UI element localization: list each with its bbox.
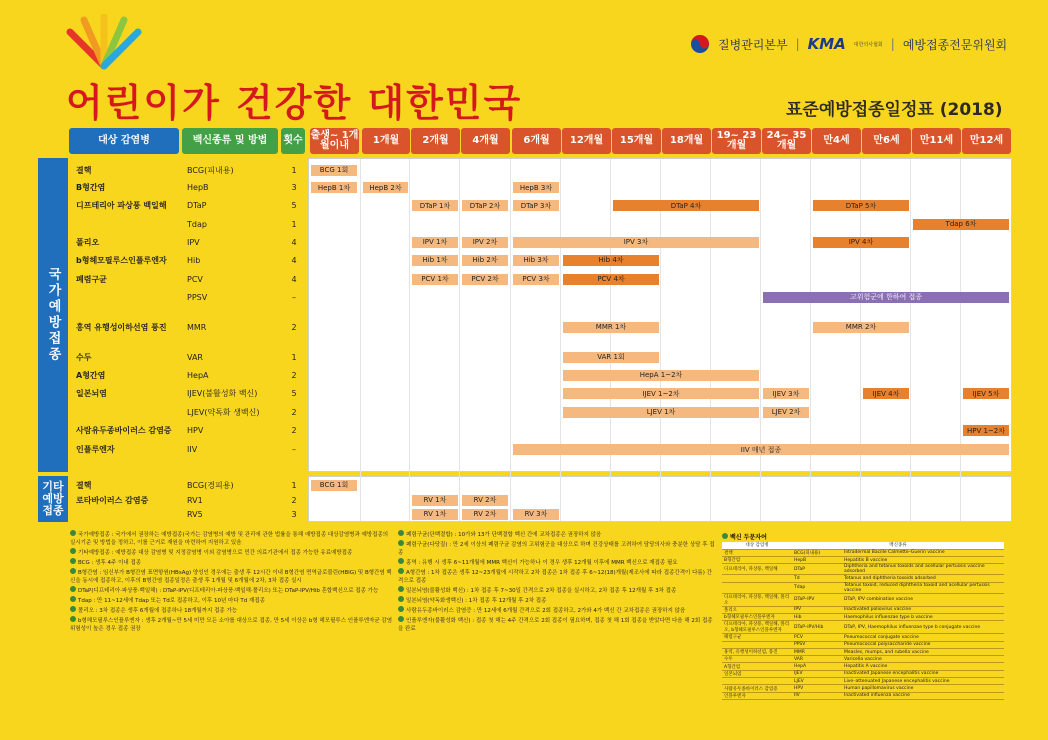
abbr-table [722, 532, 1004, 700]
schedule-bar-rv1_1: RV 1차 [412, 495, 458, 506]
abbr-cell: 디프테리아, 파상풍, 백일해 [722, 564, 792, 575]
note-item [70, 606, 395, 615]
abbr-cell: Live–attenuated Japanese encephalitis vaccine [842, 678, 1004, 685]
note-text: 국가예방접종 : 국가에서 권장하는 예방접종(국가는 감염병의 예방 및 관리에 관한 법률을 통해 예방접종 대상감염병과 예방접종의 실시기준 및 방법을 정하고, 이를 근거로 재원을 마련하여 지원하고 있음 [70, 532, 389, 546]
row-disease-12 [72, 404, 180, 420]
schedule-bar-hepb3: HepB 3차 [513, 182, 559, 193]
row-doses-13: 2 [282, 422, 306, 439]
schedule-bar-ipv3: IPV 3차 [513, 237, 759, 248]
schedule-bar-hepb1: HepB 1차 [311, 182, 357, 193]
taegeuk-icon [690, 34, 710, 54]
schedule-subtitle: 표준예방접종일정표 (2018) [786, 100, 1003, 120]
abbr-row [722, 692, 1004, 699]
orow-disease-2 [72, 508, 180, 520]
abbr-cell: DTaP [792, 564, 842, 575]
abbr-row [722, 564, 1004, 575]
schedule-bar-dtap4: DTaP 4차 [613, 200, 759, 211]
abbr-cell: VAR [792, 656, 842, 663]
abbr-cell: Tetanus toxoid, reduced diphtheria toxoid and acellular pertussis vaccine [842, 582, 1004, 593]
abbr-cell: 디프테리아, 파상풍, 백일해, 폴리오 [722, 593, 792, 606]
bullet-icon [70, 606, 76, 612]
abbr-cell [722, 641, 792, 648]
row-vaccine-12: LJEV(약독화 생백신) [183, 404, 279, 420]
abbr-cell [722, 678, 792, 685]
abbr-cell: b형헤모필루스인플루엔자 [722, 613, 792, 620]
schedule-bar-hepa: HepA 1~2차 [563, 370, 759, 381]
note-text: 인플루엔자(불활성화 백신) : 접종 첫 해는 4주 간격으로 2회 접종이 필요하며, 접종 첫 해 1회 접종을 받았다면 다음 해 2회 접종을 완료 [398, 618, 713, 632]
abbr-cell: 수두 [722, 656, 792, 663]
bullet-icon [70, 530, 76, 536]
grid-line [360, 159, 361, 521]
schedule-bar-var: VAR 1회 [563, 352, 659, 363]
abbr-cell: 사람유두종바이러스 감염증 [722, 685, 792, 692]
row-disease-6: 폐렴구균 [72, 271, 180, 287]
sun-logo [64, 14, 144, 74]
row-doses-1: 3 [282, 180, 306, 195]
row-disease-14: 인플루엔자 [72, 441, 180, 458]
org-kma-sub: 대한의사협회 [853, 41, 883, 48]
abbr-cell [722, 582, 792, 593]
abbr-cell: Tdap [792, 582, 842, 593]
row-vaccine-1: HepB [183, 180, 279, 195]
schedule-bar-pcv2: PCV 2차 [462, 274, 508, 285]
schedule-bar-dtap5: DTaP 5차 [813, 200, 909, 211]
row-disease-0: 결핵 [72, 162, 180, 178]
bullet-icon [398, 540, 404, 546]
note-item [70, 568, 395, 585]
header-doses: 횟수 [281, 128, 305, 154]
schedule-bar-ipv1: IPV 1차 [412, 237, 458, 248]
row-doses-6: 4 [282, 271, 306, 287]
abbr-cell: HepA [792, 663, 842, 670]
row-vaccine-7: PPSV [183, 289, 279, 305]
bullet-icon [398, 586, 404, 592]
abbr-cell: LJEV [792, 678, 842, 685]
abbr-row [722, 606, 1004, 613]
schedule-bar-pcv3: PCV 3차 [513, 274, 559, 285]
abbr-cell: PCV [792, 634, 842, 641]
orow-doses-0: 1 [282, 478, 306, 492]
schedule-bar-rv5_3: RV 3차 [513, 509, 559, 520]
note-item [70, 596, 395, 605]
abbr-head-disease: 대상 감염병 [722, 542, 792, 549]
abbr-cell: Hepatitis B vaccine [842, 557, 1004, 564]
abbr-row [722, 678, 1004, 685]
orow-disease-1: 로타바이러스 감염증 [72, 494, 180, 506]
row-doses-10: 2 [282, 367, 306, 383]
grid-line [409, 159, 410, 521]
orow-doses-2: 3 [282, 508, 306, 520]
row-doses-14: – [282, 441, 306, 458]
grid-line [660, 159, 661, 521]
org-kma: KMA [807, 35, 846, 53]
abbr-cell: 폴리오 [722, 606, 792, 613]
bullet-icon [70, 596, 76, 602]
orow-doses-1: 2 [282, 494, 306, 506]
abbr-cell: Pneumococcal polysaccharide vaccine [842, 641, 1004, 648]
schedule-bar-ijev4: IJEV 4차 [863, 388, 909, 399]
bullet-icon [70, 568, 76, 574]
schedule-bar-iiv: IIV 매년 접종 [513, 444, 1009, 455]
row-vaccine-8: MMR [183, 307, 279, 347]
note-text: 기타예방접종 : 예방접종 대상 감염병 및 지정감염병 이외 감염병으로 민간 의료기관에서 접종 가능한 유료예방접종 [78, 550, 353, 556]
org-kcdc: 질병관리본부 [718, 37, 788, 52]
abbr-cell: 디프테리아, 파상풍, 백일해, 폴리오, b형헤모필루스인플루엔자 [722, 621, 792, 634]
schedule-bar-ijev5: IJEV 5차 [963, 388, 1009, 399]
schedule-bar-dtap1: DTaP 1차 [412, 200, 458, 211]
note-item [398, 540, 716, 557]
page-title: 어린이가 건강한 대한민국 [66, 81, 523, 125]
abbr-row [722, 663, 1004, 670]
grid-line [860, 159, 861, 521]
row-vaccine-14: IIV [183, 441, 279, 458]
note-text: 홍역 : 유행 시 생후 6~11개월에 MMR 백신이 가능하나 이 경우 생후 12개월 이후에 MMR 백신으로 재접종 필요 [406, 560, 678, 566]
header-age-5: 12개월 [562, 128, 611, 154]
header-age-13: 만12세 [962, 128, 1011, 154]
note-item [70, 548, 395, 557]
note-item [398, 596, 716, 605]
abbr-cell: DTaP–IPV/Hib [792, 621, 842, 634]
abbr-cell: Pneumococcal conjugate vaccine [842, 634, 1004, 641]
row-vaccine-2: DTaP [183, 197, 279, 214]
schedule-bar-dtap3: DTaP 3차 [513, 200, 559, 211]
schedule-bar-pcv4: PCV 4차 [563, 274, 659, 285]
row-disease-8: 홍역 유행성이하선염 풍진 [72, 307, 180, 347]
orow-vaccine-0: BCG(경피용) [183, 478, 279, 492]
abbr-row [722, 582, 1004, 593]
header-age-6: 15개월 [612, 128, 661, 154]
abbr-cell: Hib [792, 613, 842, 620]
bullet-icon [398, 596, 404, 602]
abbr-cell: IJEV [792, 670, 842, 677]
row-doses-0: 1 [282, 162, 306, 178]
grid-line [710, 159, 711, 521]
abbr-cell: MMR [792, 648, 842, 655]
section-national: 국가예방접종 [38, 158, 68, 472]
schedule-bar-ljev2: LJEV 2차 [763, 407, 809, 418]
abbr-cell: PPSV [792, 641, 842, 648]
row-disease-11: 일본뇌염 [72, 385, 180, 402]
row-doses-8: 2 [282, 307, 306, 347]
org-committee: 예방접종전문위원회 [902, 37, 1008, 52]
note-item [70, 616, 395, 633]
row-doses-7: – [282, 289, 306, 305]
abbr-row [722, 670, 1004, 677]
abbr-cell [722, 575, 792, 582]
orow-disease-0: 결핵 [72, 478, 180, 492]
note-item [70, 558, 395, 567]
schedule-bar-rv5_1: RV 1차 [412, 509, 458, 520]
abbr-row [722, 648, 1004, 655]
note-text: 일본뇌염(약독화생백신) : 1차 접종 후 12개월 후 2차 접종 [406, 598, 547, 604]
row-vaccine-6: PCV [183, 271, 279, 287]
abbr-cell: Intradermal Bacille Calmette–Guerin vaccine [842, 549, 1004, 556]
row-doses-3: 1 [282, 216, 306, 232]
note-text: 일본뇌염(불활성화 백신) : 1차 접종 후 7~30일 간격으로 2차 접종을 실시하고, 2차 접종 후 12개월 후 3차 접종 [406, 588, 677, 594]
row-disease-1: B형간염 [72, 180, 180, 195]
abbr-row [722, 613, 1004, 620]
abbr-title: 백신 두문자어 [722, 532, 1004, 541]
note-text: 폐렴구균(다당질) : 만 2세 이상의 폐렴구균 감염의 고위험군을 대상으로 하며 건강상태를 고려하여 담당의사와 충분한 상담 후 접종 [398, 542, 715, 556]
abbr-cell: Varicella vaccine [842, 656, 1004, 663]
abbr-cell: Td [792, 575, 842, 582]
note-item [398, 606, 716, 615]
abbr-cell: Human papillomavirus vaccine [842, 685, 1004, 692]
grid-line [960, 159, 961, 521]
bullet-icon [398, 616, 404, 622]
row-disease-2: 디프테리아 파상풍 백일해 [72, 197, 180, 214]
abbr-cell: Inactivated influenza vaccine [842, 692, 1004, 699]
note-item [398, 558, 716, 567]
bullet-icon [70, 558, 76, 564]
row-disease-5: b형헤모필루스인플루엔자 [72, 252, 180, 268]
notes-left [70, 530, 395, 634]
header-age-7: 18개월 [662, 128, 711, 154]
row-doses-9: 1 [282, 349, 306, 365]
note-text: B형간염 : 임신부가 B형간염 표면항원(HBsAg) 양성인 경우에는 출생 후 12시간 이내 B형간염 면역글로불린(HBIG) 및 B형간염 백신을 동시에 접종하고, 이후의 B형간염 접종일정은 출생 후 1개월 및 6개월에 2차, 3차 접종 실시 [70, 570, 392, 584]
abbr-cell: BCG(피내용) [792, 549, 842, 556]
note-item [398, 586, 716, 595]
row-disease-4: 폴리오 [72, 234, 180, 250]
schedule-bar-ppsv: 고위험군에 한하여 접종 [763, 292, 1009, 303]
schedule-bar-bcg: BCG 1회 [311, 165, 357, 176]
grid-line [610, 159, 611, 521]
abbr-cell: 일본뇌염 [722, 670, 792, 677]
abbr-cell: A형간염 [722, 663, 792, 670]
abbr-cell: Inactivated poliovirus vaccine [842, 606, 1004, 613]
bullet-icon [398, 568, 404, 574]
row-vaccine-3: Tdap [183, 216, 279, 232]
abbr-row [722, 634, 1004, 641]
note-text: b형헤모필루스인플루엔자 : 생후 2개월~만 5세 미만 모든 소아를 대상으로 접종, 만 5세 이상은 b형 헤모필루스 인플루엔자균 감염 위험성이 높은 경우 접종 권장 [70, 618, 393, 632]
row-vaccine-4: IPV [183, 234, 279, 250]
grid-line [560, 159, 561, 521]
schedule-bar-ijev3: IJEV 3차 [763, 388, 809, 399]
row-vaccine-0: BCG(피내용) [183, 162, 279, 178]
header-vaccine: 백신종류 및 방법 [182, 128, 278, 154]
abbr-cell: 결핵 [722, 549, 792, 556]
row-vaccine-5: Hib [183, 252, 279, 268]
schedule-bar-ijev12: IJEV 1~2차 [563, 388, 759, 399]
abbr-cell: DTaP–IPV [792, 593, 842, 606]
orow-vaccine-2: RV5 [183, 508, 279, 520]
note-item [70, 530, 395, 547]
org-logos: 질병관리본부 | KMA 대한의사협회 | 예방접종전문위원회 [690, 34, 1007, 54]
abbr-cell: Haemophilus influenzae type b vaccine [842, 613, 1004, 620]
row-disease-13: 사람유두종바이러스 감염증 [72, 422, 180, 439]
bullet-icon [398, 606, 404, 612]
bullet-icon [398, 530, 404, 536]
header-disease: 대상 감염병 [69, 128, 179, 154]
notes-mid [398, 530, 716, 634]
bullet-icon [70, 548, 76, 554]
grid-line [910, 159, 911, 521]
header-age-4: 6개월 [512, 128, 561, 154]
schedule-bar-hib3: Hib 3차 [513, 255, 559, 266]
note-text: 사람유두종바이러스 감염증 : 만 12세에 6개월 간격으로 2회 접종하고, 2가와 4가 백신 간 교차접종은 권장하지 않음 [406, 608, 686, 614]
schedule-bar-mmr2: MMR 2차 [813, 322, 909, 333]
note-item [398, 530, 716, 539]
note-text: DTaP(디프테리아·파상풍·백일해) : DTaP-IPV(디프테리아·파상풍·백일해·폴리오) 또는 DTaP-IPV/Hib 혼합백신으로 접종 가능 [78, 588, 379, 594]
row-disease-3 [72, 216, 180, 232]
schedule-bar-pcv1: PCV 1차 [412, 274, 458, 285]
schedule-bar-bcg2: BCG 1회 [311, 480, 357, 491]
abbr-cell: DTaP, IPV, Haemophilus influenzae type b conjugate vaccine [842, 621, 1004, 634]
abbr-cell: Diphtheria and tetanus toxoids and acellular pertussis vaccine adsorbed [842, 564, 1004, 575]
abbr-cell: 인플루엔자 [722, 692, 792, 699]
abbr-row [722, 593, 1004, 606]
sun-rays-icon [70, 16, 138, 66]
schedule-bar-ipv2: IPV 2차 [462, 237, 508, 248]
row-doses-11: 5 [282, 385, 306, 402]
schedule-bar-hib2: Hib 2차 [462, 255, 508, 266]
abbr-row [722, 557, 1004, 564]
row-doses-12: 2 [282, 404, 306, 420]
abbr-row [722, 641, 1004, 648]
abbr-cell: IIV [792, 692, 842, 699]
header-age-2: 2개월 [411, 128, 460, 154]
abbr-cell: HPV [792, 685, 842, 692]
section-other: 기타 예방 접종 [38, 476, 68, 522]
header-age-11: 만6세 [862, 128, 911, 154]
row-vaccine-9: VAR [183, 349, 279, 365]
note-text: 폴리오 : 3차 접종은 생후 6개월에 접종하나 18개월까지 접종 가능 [78, 608, 238, 614]
row-doses-4: 4 [282, 234, 306, 250]
note-item [398, 568, 716, 585]
row-disease-9: 수두 [72, 349, 180, 365]
abbr-cell: 폐렴구균 [722, 634, 792, 641]
note-text: A형간염 : 1차 접종은 생후 12~23개월에 시작하고 2차 접종은 1차 접종 후 6~12(18)개월(제조사에 따라 접종간격이 다름) 간격으로 접종 [398, 570, 712, 584]
row-vaccine-10: HepA [183, 367, 279, 383]
row-vaccine-11: IJEV(불활성화 백신) [183, 385, 279, 402]
grid-line [810, 159, 811, 521]
schedule-bar-hib4: Hib 4차 [563, 255, 659, 266]
schedule-bar-mmr1: MMR 1차 [563, 322, 659, 333]
abbr-cell: DTaP, IPV combination vaccine [842, 593, 1004, 606]
row-vaccine-13: HPV [183, 422, 279, 439]
row-disease-7 [72, 289, 180, 305]
header-age-3: 4개월 [461, 128, 510, 154]
abbr-row [722, 575, 1004, 582]
header-age-0: 출생~ 1개월이내 [310, 128, 359, 154]
abbr-row [722, 656, 1004, 663]
bullet-icon [70, 616, 76, 622]
abbr-head-vaccine: 백신종류 [792, 542, 1004, 549]
row-doses-5: 4 [282, 252, 306, 268]
abbr-row [722, 549, 1004, 556]
abbr-cell: Hepatitis A vaccine [842, 663, 1004, 670]
abbr-cell: Measles, mumps, and rubella vaccine [842, 648, 1004, 655]
grid-line [760, 159, 761, 521]
note-text: 폐렴구균(단백결합) : 10가와 13가 단백결합 백신 간에 교차접종은 권장하지 않음 [406, 532, 602, 538]
row-doses-2: 5 [282, 197, 306, 214]
schedule-bar-hib1: Hib 1차 [412, 255, 458, 266]
note-item [70, 586, 395, 595]
orow-vaccine-1: RV1 [183, 494, 279, 506]
schedule-bar-rv5_2: RV 2차 [462, 509, 508, 520]
header-age-9: 24~ 35개월 [762, 128, 811, 154]
header-age-1: 1개월 [362, 128, 410, 154]
schedule-bar-hepb2: HepB 2차 [363, 182, 408, 193]
header-age-8: 19~ 23개월 [712, 128, 761, 154]
abbr-cell: Tetanus and diphtheria toxoids adsorbed [842, 575, 1004, 582]
abbr-cell: B형간염 [722, 557, 792, 564]
header-age-12: 만11세 [912, 128, 961, 154]
bullet-icon [70, 586, 76, 592]
grid-line [459, 159, 460, 521]
header-age-10: 만4세 [812, 128, 861, 154]
abbr-cell: Inactivated Japanese encephalitis vaccine [842, 670, 1004, 677]
note-text: BCG : 생후 4주 이내 접종 [78, 560, 142, 566]
abbr-row [722, 621, 1004, 634]
bullet-icon [398, 558, 404, 564]
note-text: Tdap : 만 11~12세에 Tdap 또는 Td로 접종하고, 이후 10년 마다 Td 재접종 [78, 598, 265, 604]
schedule-bar-rv1_2: RV 2차 [462, 495, 508, 506]
row-disease-10: A형간염 [72, 367, 180, 383]
note-item [398, 616, 716, 633]
schedule-bar-ipv4: IPV 4차 [813, 237, 909, 248]
grid-line [510, 159, 511, 521]
schedule-bar-tdap6: Tdap 6차 [913, 219, 1009, 230]
abbr-cell: 홍역, 유행성이하선염, 풍진 [722, 648, 792, 655]
abbr-cell: HepB [792, 557, 842, 564]
abbr-cell: IPV [792, 606, 842, 613]
schedule-bar-ljev1: LJEV 1차 [563, 407, 759, 418]
schedule-bar-hpv: HPV 1~2차 [963, 425, 1009, 436]
abbr-row [722, 685, 1004, 692]
schedule-bar-dtap2: DTaP 2차 [462, 200, 508, 211]
